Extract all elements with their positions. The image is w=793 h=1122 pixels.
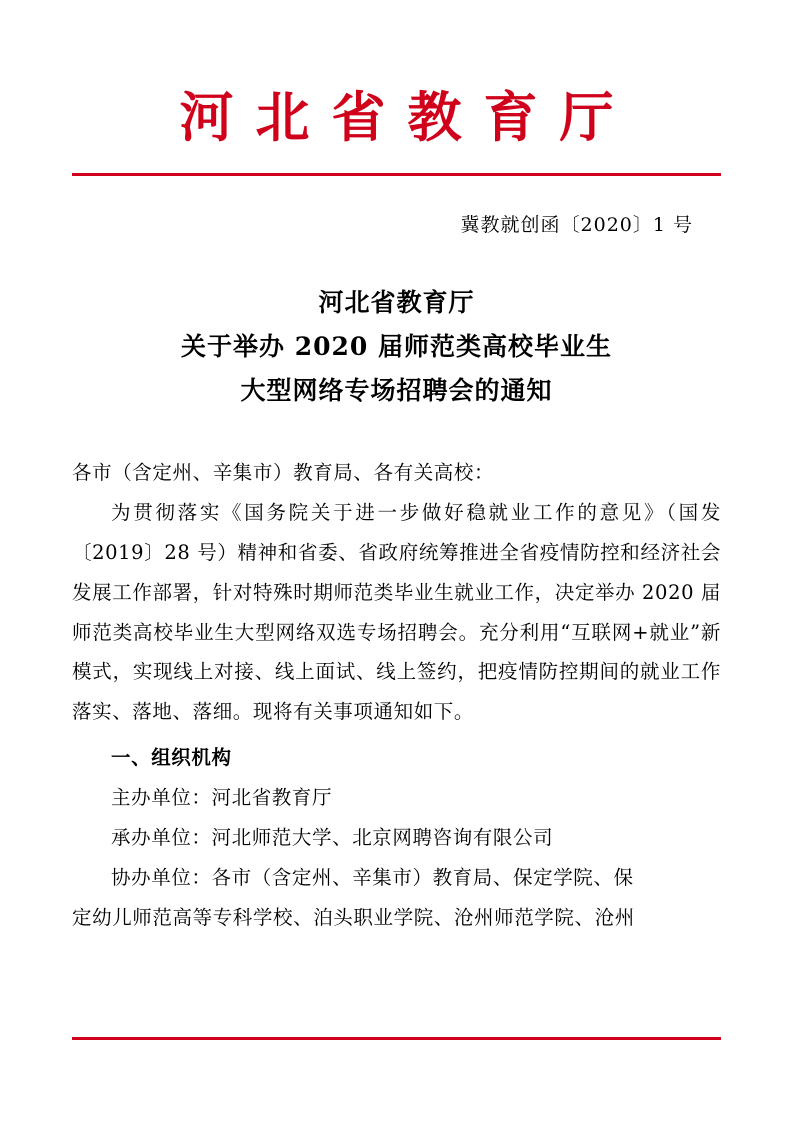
document-title bbox=[72, 281, 721, 412]
masthead-divider bbox=[72, 173, 721, 176]
title-line-2: 关于举办 2020 届师范类高校毕业生 bbox=[181, 332, 612, 362]
salutation: 各市（含定州、辛集市）教育局、各有关高校： bbox=[72, 460, 495, 484]
title-line-1: 河北省教育厅 bbox=[318, 288, 475, 318]
title-line-3: 大型网络专场招聘会的通知 bbox=[240, 375, 553, 405]
masthead-title: 河北省教育厅 bbox=[179, 85, 636, 149]
document-number: 冀教就创函〔2020〕1 号 bbox=[460, 214, 693, 237]
masthead bbox=[72, 0, 721, 176]
co-organizer-line: 承办单位：河北师范大学、北京网聘咨询有限公司 bbox=[111, 826, 554, 850]
footer-divider bbox=[72, 1037, 721, 1040]
document-body bbox=[72, 453, 721, 939]
assistant-organizer-line-1: 协办单位：各市（含定州、辛集市）教育局、保定学院、保 bbox=[111, 866, 634, 890]
assistant-organizer-line-2: 定幼儿师范高等专科学校、泊头职业学院、沧州师范学院、沧州 bbox=[72, 906, 635, 930]
body-paragraph-1: 为贯彻落实《国务院关于进一步做好稳就业工作的意见》（国发〔2019〕28 号）精神和省委、省政府统筹推进全省疫情防控和经济社会发展工作部署，针对特殊时期师范类毕业生就业工作，决定举办 2020 届师范类高校毕业生大型网络双选专场招聘会。充分利用“互联网+就业”新模式，实现线上对接、线上面试、线上签约，把疫情防控期间的就业工作落实、落地、落细。现将有关事项通知如下。 bbox=[72, 500, 721, 724]
organizer-line: 主办单位：河北省教育厅 bbox=[111, 786, 333, 810]
section-heading-organization: 一、组织机构 bbox=[111, 746, 232, 770]
